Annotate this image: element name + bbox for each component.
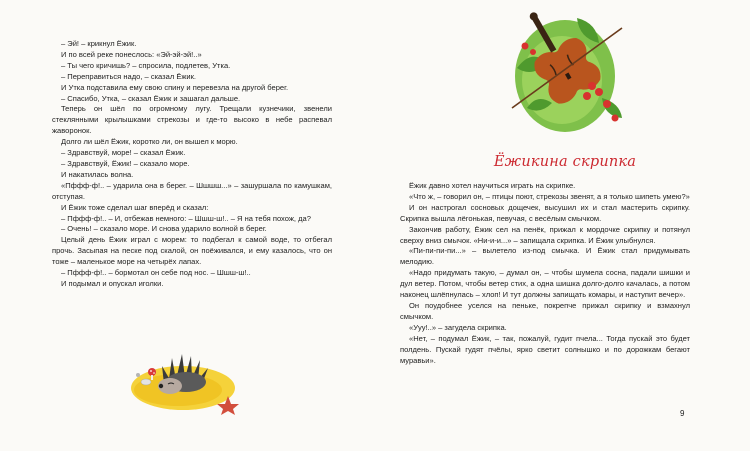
paragraph: Закончив работу, Ёжик сел на пенёк, прижал к мордочке скрипку и потянул сверху вниз смычок. «Ни-и-и...» – запищала скрипка. И Ёжик улыбнулся. [400, 224, 690, 245]
paragraph: – Здравствуй, Ёжик! – сказало море. [61, 158, 190, 168]
right-page-text [400, 181, 690, 366]
story-title: Ёжикина скрипка [493, 154, 637, 170]
paragraph: – Эй! – крикнул Ёжик. [61, 39, 137, 48]
paragraph: – Здравствуй, море! – сказал Ёжик. [61, 148, 186, 158]
paragraph: «Пи-пи-пи-пи...» – вылетело из-под смычка. И Ёжик стал придумывать мелодию. [400, 246, 690, 267]
paragraph: Целый день Ёжик играл с морем: то подбегал к самой воде, то отбегал прочь. Засыпая на песке под скалой, он поёживался, и ему казалось, что он тоже – маленькое море на четырёх лапах. [52, 235, 332, 267]
paragraph: – Пффф-ф!.. – И, отбежав немного: – Шшш-ш!.. – Я на тебя похож, да? [61, 213, 311, 223]
page-number: 9 [680, 409, 685, 418]
paragraph: – Ты чего кричишь? – спросила, подлетев, Утка. [61, 60, 231, 70]
paragraph: Ёжик давно хотел научиться играть на скрипке. [409, 181, 576, 190]
paragraph: И Ёжик тоже сделал шаг вперёд и сказал: [61, 202, 209, 212]
paragraph: «Что ж, – говорил он, – птицы поют, стрекозы звенят, а я только шипеть умею?» [409, 191, 690, 201]
paragraph: И он настрогал сосновых дощечек, высушил их и стал мастерить скрипку. Скрипка вышла лёгонькая, певучая, с весёлым смычком. [400, 202, 690, 223]
left-page-text [52, 39, 332, 290]
paragraph: И по всей реке понеслось: «Эй-эй-эй!..» [61, 49, 202, 59]
paragraph: И подымал и опускал иголки. [61, 278, 164, 288]
hedgehog-sleeping-illustration [128, 340, 248, 415]
paragraph: – Пффф-ф!.. – бормотал он себе под нос. – Шшш-ш!.. [61, 268, 251, 278]
paragraph: «Нет, – подумал Ёжик, – так, пожалуй, гудит пчела... Тогда пускай это будет полдень. Пускай гудят пчёлы, ярко светит солнышко и по дорожкам бегают муравьи». [400, 333, 690, 365]
paragraph: «Ууу!..» – загудела скрипка. [409, 322, 507, 332]
paragraph: Теперь он шёл по огромному лугу. Трещали кузнечики, звенели стеклянными крылышками стрекозы и где-то высоко в небе распевал жаворонок. [52, 104, 332, 136]
paragraph: Долго ли шёл Ёжик, коротко ли, он вышел к морю. [61, 137, 238, 147]
paragraph: «Надо придумать такую, – думал он, – чтобы шумела сосна, падали шишки и дул ветер. Потом, чтобы ветер стих, а одна шишка долго-долго качалась, а потом наконец шлёпнулась – хлоп! И тут должны запищать комары, и наступит вечер». [400, 268, 690, 300]
violin-on-grass-illustration [507, 8, 627, 143]
paragraph: – Очень! – сказало море. И снова ударило волной в берег. [61, 224, 267, 234]
paragraph: Он поудобнее уселся на пеньке, покрепче прижал скрипку и взмахнул смычком. [400, 300, 690, 321]
paragraph: – Переправиться надо, – сказал Ёжик. [61, 71, 197, 81]
paragraph: И накатилась волна. [61, 169, 134, 179]
paragraph: – Спасибо, Утка, – сказал Ёжик и зашагал дальше. [61, 93, 241, 103]
right-page [375, 0, 750, 451]
paragraph: «Пффф-ф!.. – ударила она в берег. – Шшшш...» – зашуршала по камушкам, отступая. [52, 180, 332, 201]
paragraph: И Утка подставила ему свою спину и перевезла на другой берег. [61, 82, 289, 92]
